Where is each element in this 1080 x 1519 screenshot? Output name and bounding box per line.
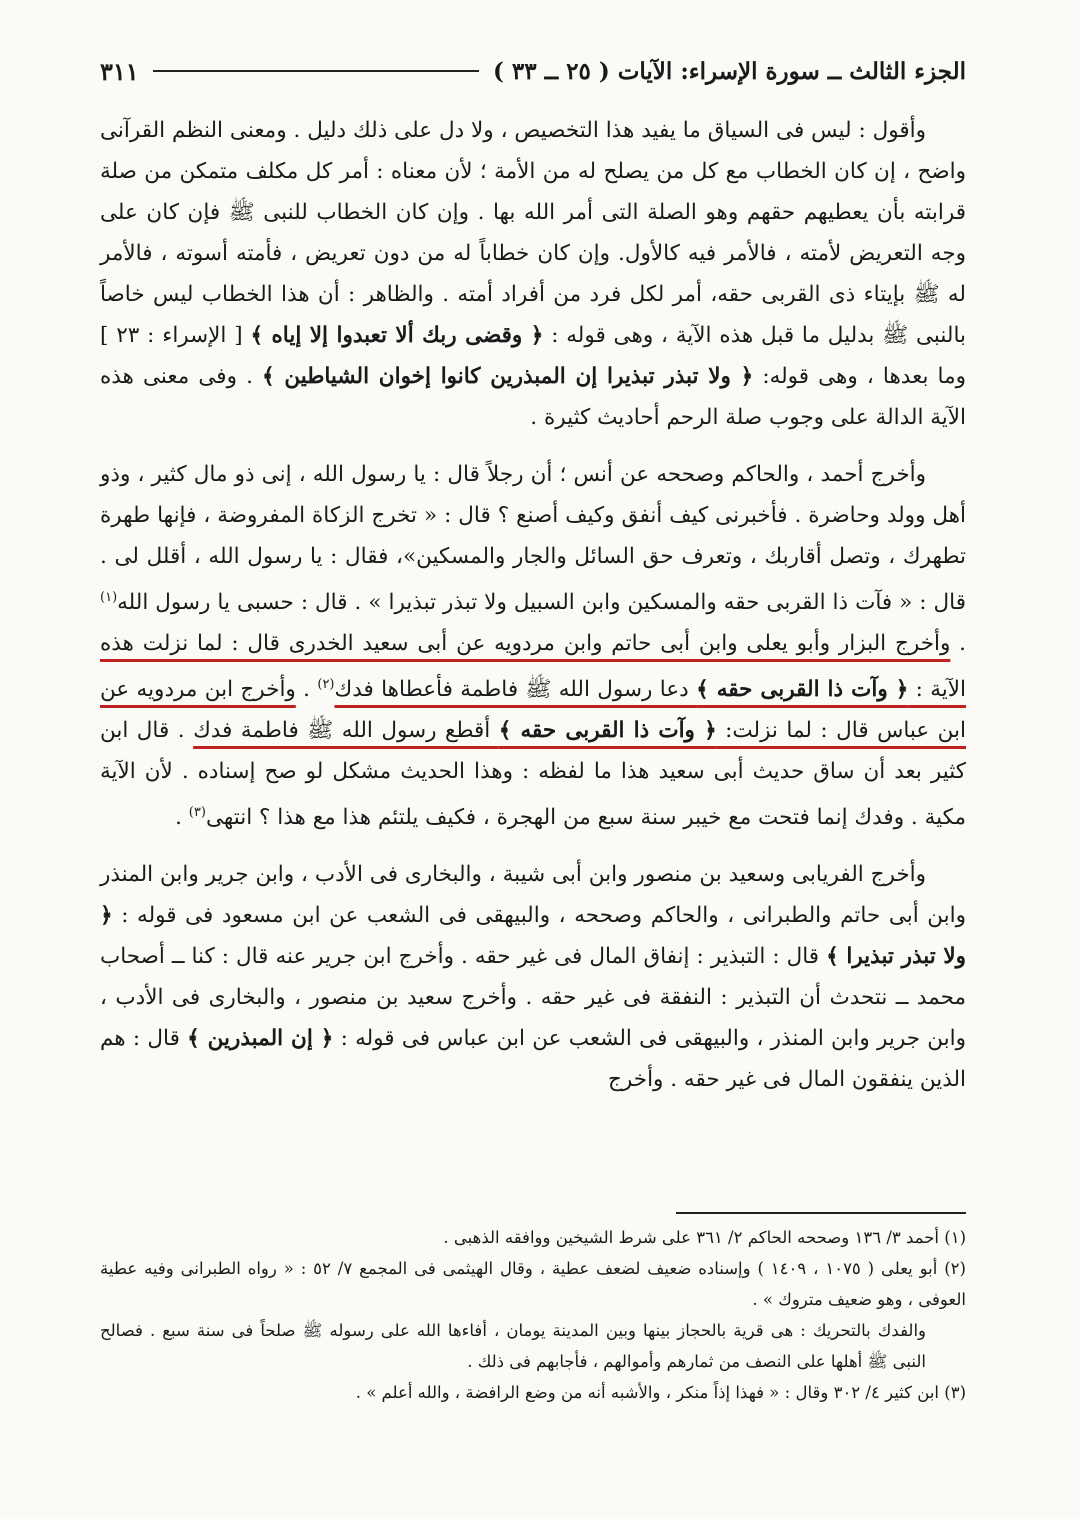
highlighted-text: وأخرج البزار وأبو يعلى وابن أبى حاتم وابن مردويه عن أبى سعيد الخدرى قال : لما نزلت هذه الآية : (100, 631, 966, 703)
text-span: قال : هم الذين ينفقون المال فى غير حقه . وأخرج (100, 1026, 966, 1093)
text-span: . (175, 805, 189, 831)
text-span: وأقول : ليس فى السياق ما يفيد هذا التخصيص ، ولا دل على ذلك دليل . ومعنى النظم القرآنى واضح ، إن كان الخطاب مع كل من يصلح له من الأمة ؛ لأن معناه : أمر كل مكلف متمكن من صلة قرابته بأن يعطيهم حقهم وهو الصلة التى أمر الله بها . وإن كان الخطاب للنبى ﷺ فإن كان على وجه التعريض لأمته ، فالأمر فيه كالأول. وإن كان خطاباً له من دون تعريض ، فأمته أسوته ، فالأمر له ﷺ بإيتاء ذى القربى حقه، أمر لكل فرد من أفراد أمته . والظاهر : أن هذا الخطاب ليس خاصاً بالنبى ﷺ بدليل ما قبل هذه الآية ، وهى قوله : (100, 118, 966, 348)
text-span: وأخرج الفريابى وسعيد بن منصور وابن أبى شيبة ، والبخارى فى الأدب ، وابن جرير وابن المنذر وابن أبى حاتم والطبرانى ، والحاكم وصححه ، والبيهقى فى الشعب عن ابن مسعود فى قوله : (100, 862, 966, 929)
quran-verse: ﴿ وقضى ربك ألا تعبدوا إلا إياه ﴾ (250, 323, 544, 348)
text-span: وأخرج أحمد ، والحاكم وصححه عن أنس ؛ أن رجلاً قال : يا رسول الله ، إنى ذو مال كثير ، وذو أهل وولد وحاضرة . فأخبرنى كيف أنفق وكيف أصنع ؟ قال : « تخرج الزكاة المفروضة ، فإنها طهرة تطهرك ، وتصل أقاربك ، وتعرف حق السائل والجار والمسكين»، فقال : يا رسول الله ، أقلل لى . قال : « فآت ذا القربى حقه والمسكين وابن السبيل ولا تبذر تبذيرا » . قال : حسبى يا رسول الله (100, 462, 966, 616)
footnote-ref: (٢) (317, 677, 335, 693)
highlighted-quran-verse: ﴿ وآت ذا القربى حقه ﴾ (696, 677, 909, 703)
text-span: [ الإسراء : ٢٣ ] وما بعدها ، وهى قوله: (100, 323, 966, 389)
paragraph (100, 110, 966, 438)
highlighted-text: وأخرج ابن مردويه عن ابن عباس قال : لما نزلت: (100, 677, 966, 744)
page-number: ٣١١ (100, 56, 139, 86)
main-text (100, 110, 966, 1116)
footnotes (100, 1222, 966, 1408)
running-title: الجزء الثالث ــ سورة الإسراء: الآيات ( ٢٥ ــ ٣٣ ) (493, 57, 966, 85)
quran-verse: ﴿ ولا تبذر تبذيرا إن المبذرين كانوا إخوان الشياطين ﴾ (262, 364, 754, 389)
book-page (100, 40, 966, 1490)
page-header (100, 48, 966, 94)
footnote: (١) أحمد ٣/ ١٣٦ وصححه الحاكم ٢/ ٣٦١ على شرط الشيخين ووافقه الذهبى . (443, 1228, 966, 1247)
footnote-separator (676, 1212, 966, 1214)
footnote: (٢) أبو يعلى ( ١٠٧٥ ، ١٤٠٩ ) وإسناده ضعيف لضعف عطية ، وقال الهيثمى فى المجمع ٧/ ٥٢ : « رواه الطبرانى وفيه عطية العوفى ، وهو ضعيف متروك » . (100, 1259, 966, 1309)
text-span: قال : التبذير : إنفاق المال فى غير حقه . وأخرج ابن جرير عنه قال : كنا ــ أصحاب محمد ــ نتحدث أن التبذير : النفقة فى غير حقه . وأخرج سعيد بن منصور ، والبخارى فى الأدب ، وابن جرير وابن المنذر ، والبيهقى فى الشعب عن ابن عباس فى قوله : (100, 944, 966, 1052)
quran-verse: ﴿ ولا تبذر تبذيرا ﴾ (100, 903, 967, 970)
footnote: والفدك بالتحريك : هى قرية بالحجاز بينها وبين المدينة يومان ، أفاءها الله على رسوله ﷺ صلحاً فى سنة سبع . فصالح النبى ﷺ أهلها على النصف من ثمارهم وأموالهم ، فأجابهم فى ذلك . (100, 1321, 926, 1371)
highlighted-quran-verse: ﴿ وآت ذا القربى حقه ﴾ (498, 718, 717, 744)
text-span: . قال ابن كثير بعد أن ساق حديث أبى سعيد هذا ما لفظه : وهذا الحديث مشكل لو صح إسناده . لأن الآية مكية . وفدك إنما فتحت مع خيبر سنة سبع من الهجرة ، فكيف يلتئم هذا مع هذا ؟ انتهى (100, 718, 966, 831)
header-rule (153, 70, 479, 72)
text-span: . (295, 677, 318, 703)
highlighted-text: دعا رسول الله ﷺ فاطمة فأعطاها فدك (334, 677, 697, 703)
footnote-ref: (٣) (188, 805, 206, 821)
footnote-ref: (١) (100, 590, 118, 605)
text-span: . (950, 631, 966, 657)
quran-verse: ﴿ إن المبذرين ﴾ (187, 1026, 334, 1052)
paragraph (100, 454, 966, 838)
footnote: (٣) ابن كثير ٤/ ٣٠٢ وقال : « فهذا إذاً منكر ، والأشبه أنه من وضع الرافضة ، والله أعلم » . (355, 1383, 966, 1402)
paragraph (100, 854, 966, 1100)
text-span: . وفى معنى هذه الآية الدالة على وجوب صلة الرحم أحاديث كثيرة . (100, 364, 966, 430)
highlighted-text: أقطع رسول الله ﷺ فاطمة فدك (193, 718, 499, 744)
